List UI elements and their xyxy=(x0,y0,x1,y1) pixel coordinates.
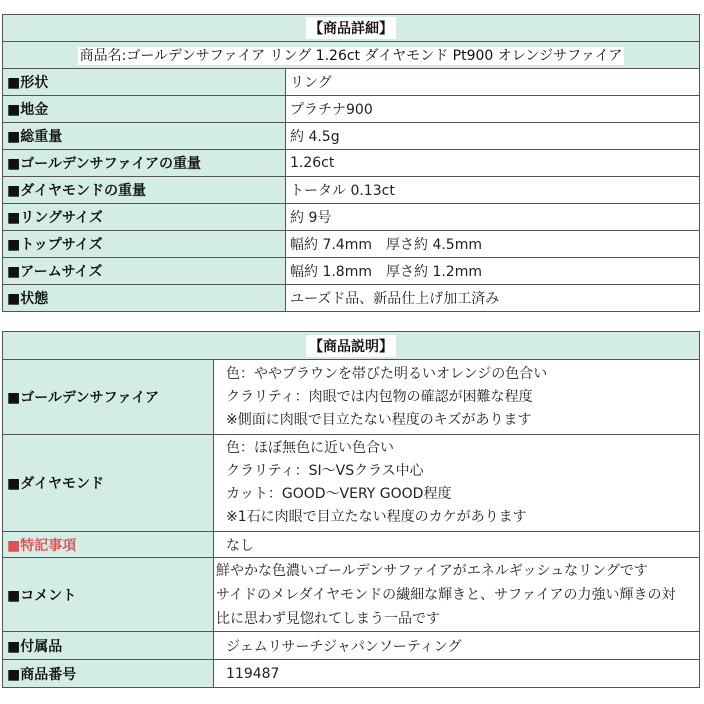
detail-row xyxy=(3,96,700,123)
description-header-row xyxy=(3,332,700,360)
diamond-line: カット：GOOD～VERY GOOD程度 xyxy=(226,486,452,502)
comment-line: 鮮やかな色濃いゴールデンサファイアがエネルギッシュなリングです xyxy=(216,562,648,579)
product-number-label: ■商品番号 xyxy=(3,660,214,688)
diamond-label: ■ダイヤモンド xyxy=(3,435,214,532)
detail-row xyxy=(3,258,700,285)
detail-label: ■形状 xyxy=(3,69,286,96)
sapphire-label: ■ゴールデンサファイア xyxy=(3,360,214,435)
detail-row xyxy=(3,231,700,258)
detail-label: ■ゴールデンサファイアの重量 xyxy=(3,150,286,177)
special-notes-row xyxy=(3,532,700,558)
detail-label: ■ダイヤモンドの重量 xyxy=(3,177,286,204)
detail-row xyxy=(3,150,700,177)
comment-line: 比に思わず見惚れてしまう一品です xyxy=(216,610,440,627)
product-title-row xyxy=(3,42,700,69)
description-header: 【商品説明】 xyxy=(306,335,396,357)
special-notes-value: なし xyxy=(214,532,700,558)
detail-label: ■アームサイズ xyxy=(3,258,286,285)
diamond-line: クラリティ：SI～VSクラス中心 xyxy=(226,463,424,479)
details-header: 【商品詳細】 xyxy=(306,17,396,39)
product-title: 商品名:ゴールデンサファイア リング 1.26ct ダイヤモンド Pt900 オレンジサファイア xyxy=(79,48,623,64)
sapphire-line: 色：ややブラウンを帯びた明るいオレンジの色合い xyxy=(226,365,548,382)
detail-value: リング xyxy=(286,69,700,96)
detail-label: ■地金 xyxy=(3,96,286,123)
detail-value: 約 9号 xyxy=(286,204,700,231)
accessories-label: ■付属品 xyxy=(3,632,214,660)
detail-row xyxy=(3,177,700,204)
diamond-line: ※1石に肉眼で目立たない程度のカケがあります xyxy=(226,509,527,525)
detail-label: ■総重量 xyxy=(3,123,286,150)
detail-row xyxy=(3,123,700,150)
sapphire-row xyxy=(3,360,700,435)
sapphire-line: クラリティ：肉眼では内包物の確認が困難な程度 xyxy=(226,388,533,405)
detail-value: ユーズド品、新品仕上げ加工済み xyxy=(286,285,700,312)
comment-line: サイドのメレダイヤモンドの繊細な輝きと、サファイアの力強い輝きの対 xyxy=(216,586,676,603)
sapphire-line: ※側面に肉眼で目立たない程度のキズがあります xyxy=(226,411,532,428)
detail-label: ■状態 xyxy=(3,285,286,312)
detail-label: ■リングサイズ xyxy=(3,204,286,231)
product-description-table xyxy=(2,331,700,688)
comment-row xyxy=(3,558,700,632)
comment-label: ■コメント xyxy=(3,558,214,632)
product-details-table xyxy=(2,14,700,312)
special-notes-label: ■特記事項 xyxy=(3,532,214,558)
detail-value: 幅約 1.8mm 厚さ約 1.2mm xyxy=(286,258,700,285)
accessories-row xyxy=(3,632,700,660)
detail-value: プラチナ900 xyxy=(286,96,700,123)
detail-row xyxy=(3,69,700,96)
detail-value: トータル 0.13ct xyxy=(286,177,700,204)
detail-value: 1.26ct xyxy=(286,150,700,177)
product-number-row xyxy=(3,660,700,688)
product-number-value: 119487 xyxy=(214,660,700,688)
detail-value: 幅約 7.4mm 厚さ約 4.5mm xyxy=(286,231,700,258)
detail-row xyxy=(3,285,700,312)
diamond-row xyxy=(3,435,700,532)
detail-value: 約 4.5g xyxy=(286,123,700,150)
details-header-row xyxy=(3,15,700,42)
detail-row xyxy=(3,204,700,231)
detail-label: ■トップサイズ xyxy=(3,231,286,258)
accessories-value: ジェムリサーチジャパンソーティング xyxy=(214,632,700,660)
diamond-line: 色：ほぼ無色に近い色合い xyxy=(226,440,394,456)
